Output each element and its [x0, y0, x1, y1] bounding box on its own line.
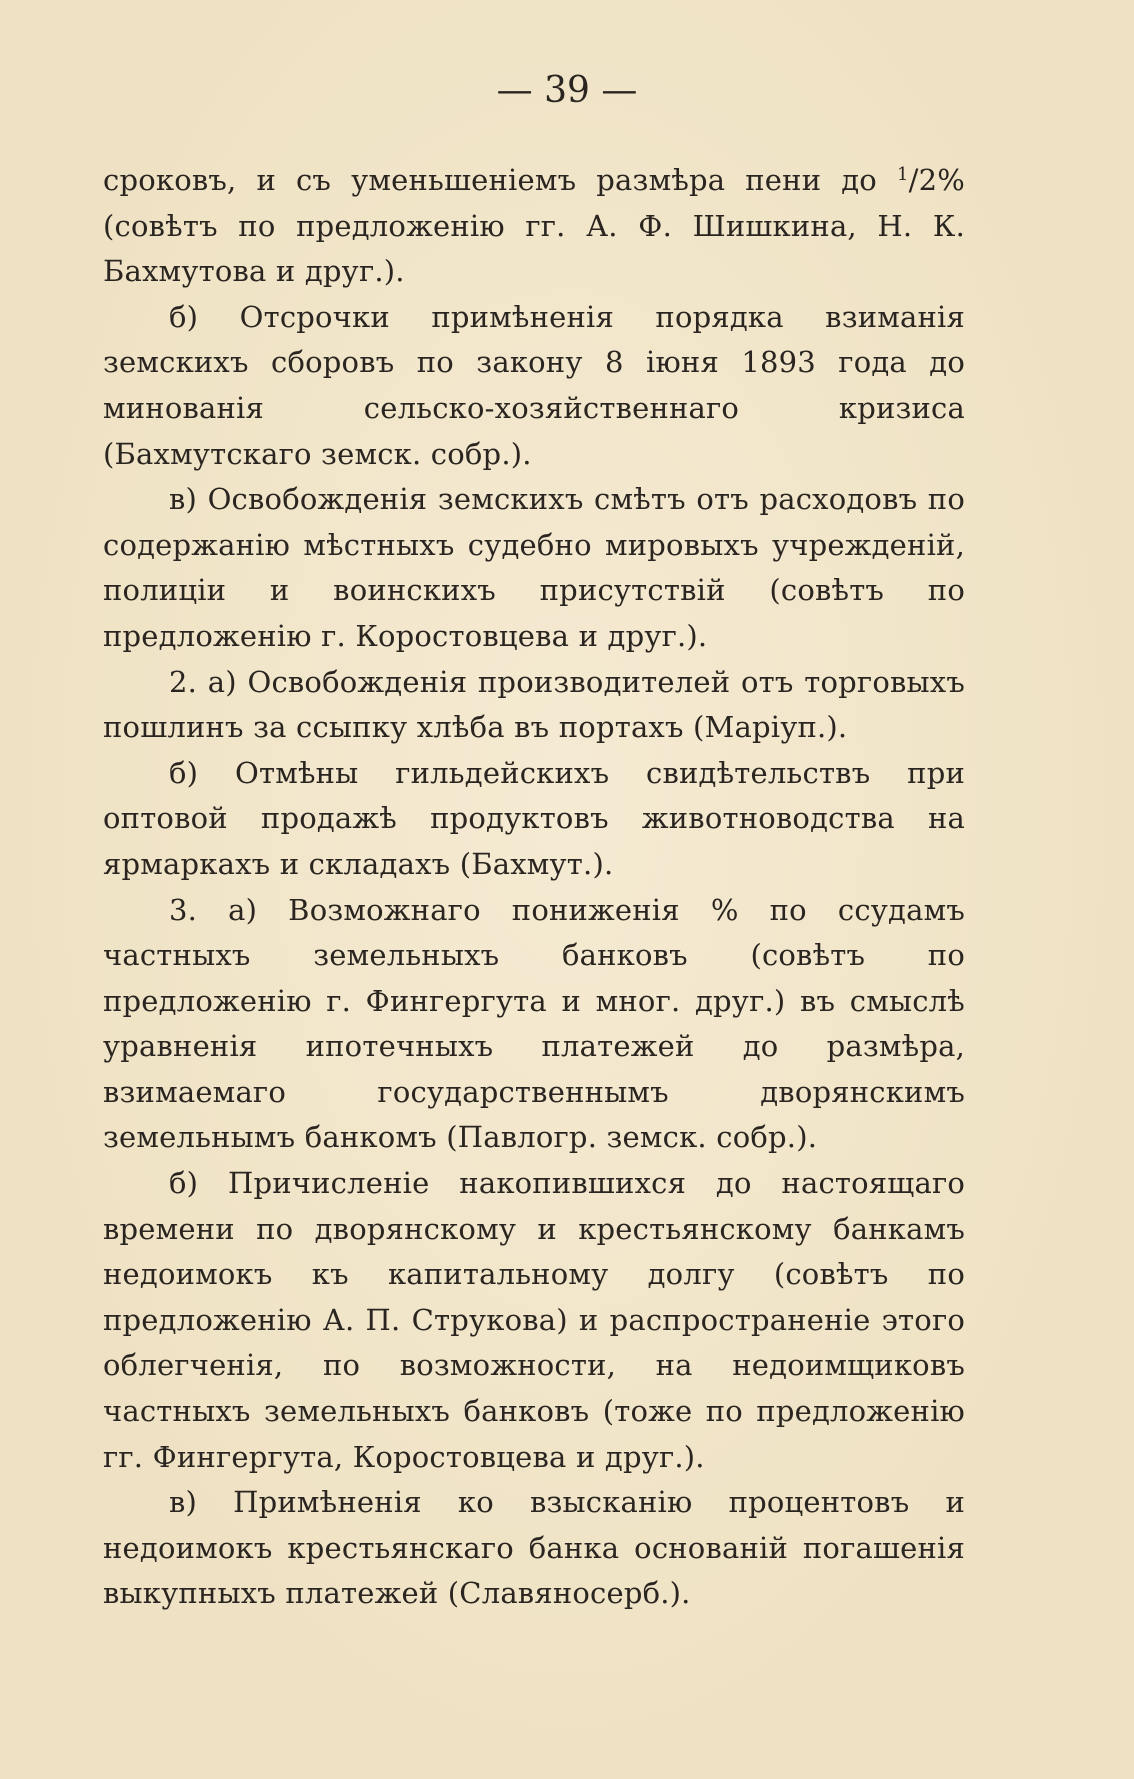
paragraph-item-3b: б) Причисленіе накопившихся до настоящаго времени по дворянскому и крестьянскому банкамъ недоимокъ къ капитальному долгу (совѣтъ по предложенію А. П. Струкова) и распространеніе этого облегченія, по возможности, на недоимщиковъ частныхъ земельныхъ банковъ (тоже по предложенію гг. Фингергута, Коростовцева и друг.).: [103, 1166, 965, 1474]
paragraph-item-2a: 2. а) Освобожденія производителей отъ торговыхъ пошлинъ за ссыпку хлѣба въ портахъ (Маріуп.).: [103, 664, 965, 745]
page-number: — 39 —: [496, 70, 638, 111]
paragraph-text-start: сроковъ, и съ уменьшеніемъ размѣра пени до: [103, 163, 897, 197]
paragraph-item-2b: б) Отмѣны гильдейскихъ свидѣтельствъ при оптовой продажѣ продуктовъ животноводства на ярмаркахъ и складахъ (Бахмут.).: [103, 755, 965, 881]
paragraph-item-3a: 3. а) Возможнаго пониженія % по ссудамъ частныхъ земельныхъ банковъ (совѣтъ по предложенію г. Фингергута и мног. друг.) въ смыслѣ уравненія ипотечныхъ платежей до размѣра, взимаемаго государственнымъ дворянскимъ земельнымъ банкомъ (Павлогр. земск. собр.).: [103, 892, 965, 1155]
paragraph-text-end: /2% (совѣтъ по предложенію гг. А. Ф. Шишкина, Н. К. Бахмутова и друг.).: [103, 163, 965, 289]
paragraph-item-3v: в) Примѣненія ко взысканію процентовъ и недоимокъ крестьянскаго банка основаній погашенія выкупныхъ платежей (Славяносерб.).: [103, 1485, 965, 1611]
paragraph-item-1v: в) Освобожденія земскихъ смѣтъ отъ расходовъ по содержанію мѣстныхъ судебно мировыхъ учрежденій, полиціи и воинскихъ присутствій (совѣтъ по предложенію г. Коростовцева и друг.).: [103, 482, 965, 653]
paragraph-continuation: [103, 152, 965, 295]
superscript-one: 1: [896, 164, 909, 185]
body-text: [103, 152, 965, 1617]
paragraph-item-1b: б) Отсрочки примѣненія порядка взиманія земскихъ сборовъ по закону 8 іюня 1893 года до минованія сельско-хозяйственнаго кризиса (Бахмутскаго земск. собр.).: [103, 299, 965, 471]
